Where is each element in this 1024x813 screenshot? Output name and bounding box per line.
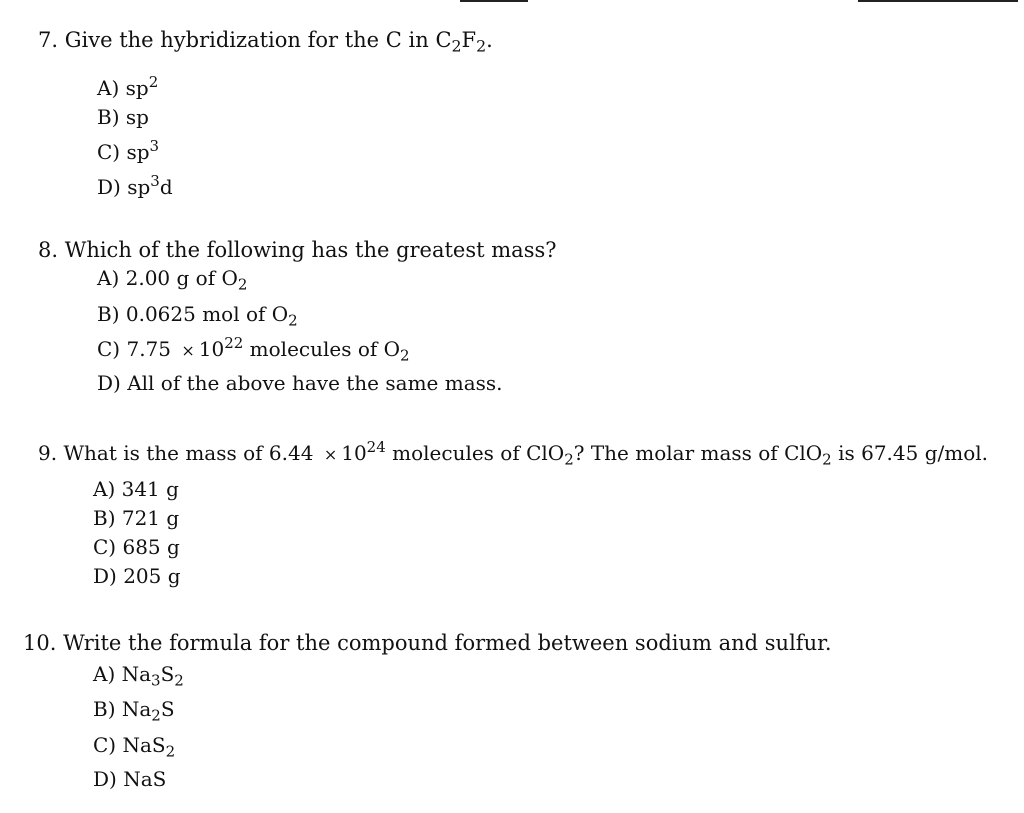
question-number: 7. [38,28,59,52]
choice-text: NaS [123,767,167,791]
choice-text: $Na_2S$ [121,697,175,725]
choice-text: NaS$_2$ [122,733,176,761]
choice-label: B) [97,105,120,129]
choice-9b [93,506,179,530]
choice-10b [93,697,175,725]
choice-7a [97,72,159,100]
choice-text: 2.00 g of $O_2$ [125,266,248,294]
question-text: Which of the following has the greatest mass? [64,238,557,262]
choice-text: 721 g [121,506,180,530]
choice-label: C) [93,535,117,559]
choice-label: C) [97,140,121,164]
header-rule-left [460,0,528,2]
choice-8d [97,371,503,395]
choice-label: D) [97,371,121,395]
choice-text: 685 g [122,535,180,559]
choice-label: A) [93,662,116,686]
question-7 [38,27,493,56]
choice-label: C) [97,337,121,361]
choice-text: 0.0625 mol of $O_2$ [125,302,298,330]
choice-9c [93,535,180,559]
choice-10d [93,767,166,791]
choice-text: $Na_3S_2$ [121,662,184,690]
choice-label: B) [93,697,116,721]
choice-label: D) [93,767,117,791]
header-rule-right [858,0,1018,2]
question-9 [38,437,989,469]
choice-7b [97,105,149,129]
choice-label: A) [97,266,120,290]
question-text: Write the formula for the compound formed between sodium and sulfur. [63,631,832,655]
choice-label: D) [97,175,121,199]
choice-label: D) [93,564,117,588]
choice-label: B) [97,302,120,326]
choice-text: 341 g [121,477,179,501]
choice-label: A) [93,477,116,501]
question-number: 10. [23,631,57,655]
choice-label: C) [93,733,117,757]
choice-10c [93,733,176,761]
question-number: 9. [38,441,58,465]
question-8 [38,237,557,263]
choice-text: sp [125,105,149,129]
question-10 [23,630,832,656]
choice-8b [97,302,298,330]
choice-10a [93,662,184,690]
choice-8c [97,333,410,365]
question-text: Give the hybridization for the C in $C_2F_2$. [64,28,493,56]
question-number: 8. [38,238,59,262]
choice-text: $sp^3d$ [127,171,173,199]
choice-label: A) [97,76,120,100]
choice-text: 205 g [123,564,181,588]
choice-text: All of the above have the same mass. [127,371,503,395]
choice-text: $sp^2$ [125,72,159,100]
question-text: What is the mass of $6.44 \times 10^{24}$ molecules of ClO$_2$? The molar mass of ClO$_2$ is 67.45 g/mol. [63,437,989,469]
choice-7d [97,171,173,199]
choice-text: $7.75 \times 10^{22}$ molecules of $O_2$ [126,333,410,365]
choice-label: B) [93,506,116,530]
choice-9a [93,477,179,501]
choice-9d [93,564,181,588]
choice-8a [97,266,248,294]
choice-text: $sp^3$ [126,136,160,164]
choice-7c [97,136,160,164]
